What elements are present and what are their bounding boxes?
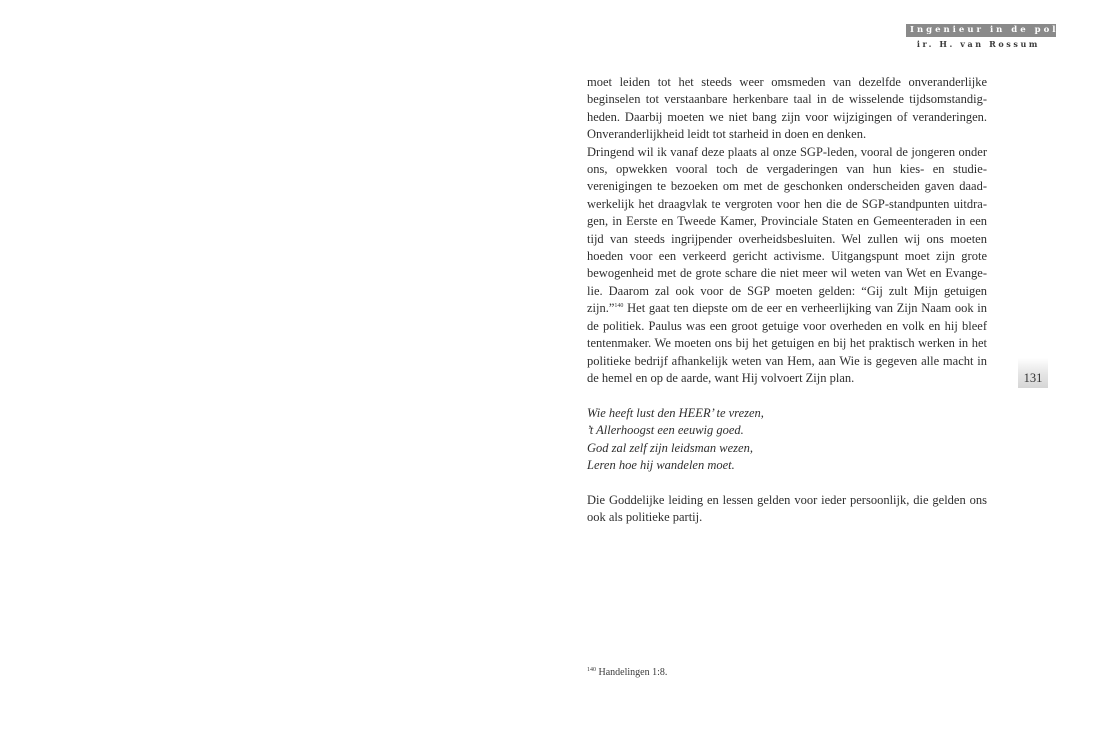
footnote-text: Handelingen 1:8.	[596, 667, 668, 678]
paragraph-2	[587, 144, 987, 388]
paragraph-1: moet leiden tot het steeds weer omsmeden van dezelfde onveranderlijke beginselen tot verstaanbare herkenbare taal in de wisselende tijdsomstandigheden. Daarbij moeten we niet bang zijn voor wijzigingen of veranderingen. Onveranderlijkheid leidt tot starheid in doen en denken.	[587, 75, 987, 142]
poem-line: ’t Allerhoogst een eeuwig goed.	[587, 423, 744, 438]
footnote-reference[interactable]: 140	[614, 303, 624, 310]
closing-paragraph: Die Goddelijke leiding en lessen gelden voor ieder persoonlijk, die gelden ons ook als politieke partij.	[587, 492, 987, 525]
running-header	[906, 24, 1095, 50]
page-number: 131	[1018, 358, 1048, 388]
main-text	[587, 74, 987, 527]
paragraph-2-text-after-ref: Het gaat ten diepste om de eer en verheerlijking van Zijn Naam ook in de politiek. Paulus was een groot getuige voor overheden en volk en hij bleef tentenmaker. We moeten ons bij het getuigen en bij het praktisch werken in het politieke bedrijf afhankelijk weten van Hem, aan Wie is gegeven alle macht in de hemel en op de aarde, want Hij volvoert Zijn plan.	[587, 301, 987, 385]
running-header-title: Ingenieur in de politiek	[906, 24, 1056, 37]
running-header-author: ir. H. van Rossum	[916, 39, 1040, 49]
poem-line: Leren hoe hij wandelen moet.	[587, 457, 735, 472]
footnote	[587, 666, 667, 680]
poem-line: God zal zelf zijn leidsman wezen,	[587, 440, 753, 455]
poem-quote	[587, 405, 987, 475]
footnote-number: 140	[587, 667, 596, 673]
paragraph-2-text-before-ref: Dringend wil ik vanaf deze plaats al onze SGP-leden, vooral de jongeren onder ons, opwekken vooral toch de vergaderingen van hun kies- en studieverenigingen te bezoeken om met de geschonken onderscheiden gaven daadwerkelijk het draagvlak te vergroten voor hen die de SGP-standpunten uitdragen, in Eerste en Tweede Kamer, Provinciale Staten en Gemeenteraden in een tijd van steeds ingrijpender overheidsbesluiten. Wel zullen wij ons moeten hoeden voor een verkeerd gericht activisme. Uitgangspunt moet zijn grote bewogenheid met de grote schare die niet meer wil weten van Wet en Evangelie. Daarom zal ook voor de SGP moeten gelden: “Gij zult Mijn getuigen zijn.”	[587, 144, 987, 316]
poem-line: Wie heeft lust den HEER’ te vrezen,	[587, 405, 764, 420]
